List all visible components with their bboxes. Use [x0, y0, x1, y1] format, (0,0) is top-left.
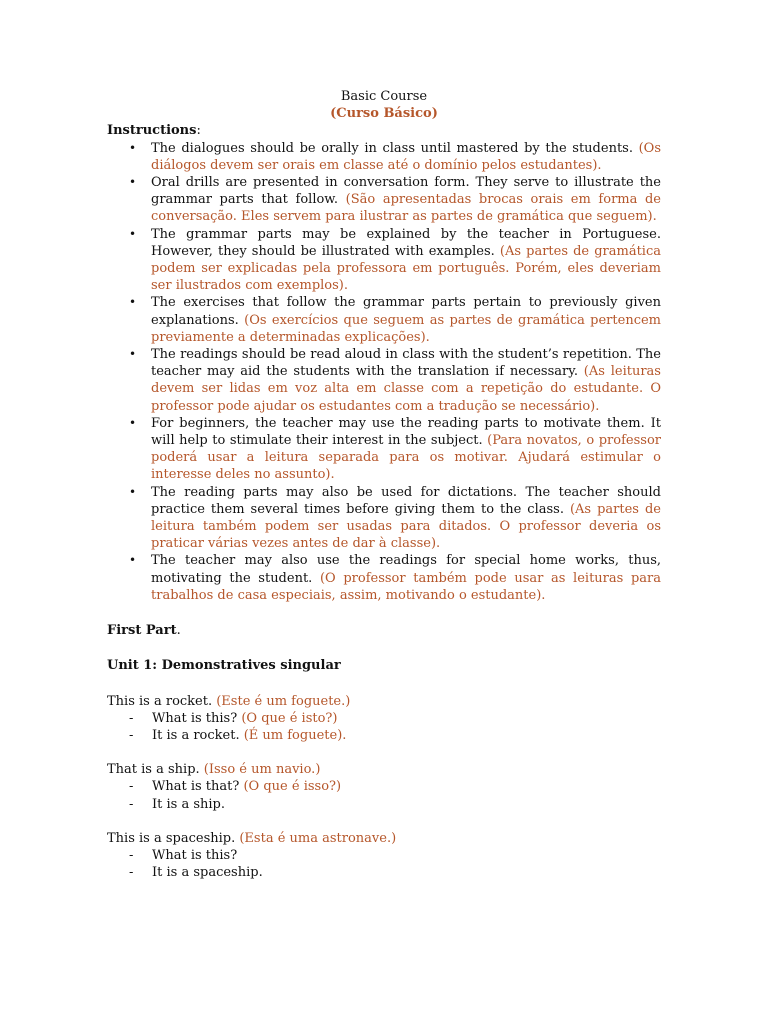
- line-en: What is this?: [152, 847, 238, 863]
- instruction-en: The teacher may also use the readings for special home works, thus, motivating the student.: [151, 553, 661, 586]
- first-part-heading: [107, 622, 661, 639]
- instructions-colon: :: [196, 123, 201, 139]
- instruction-en: The dialogues should be orally in class until mastered by the students.: [151, 140, 639, 156]
- dash-icon: -: [129, 710, 134, 726]
- instruction-en: Oral drills are presented in conversation form. They serve to illustrate the grammar parts that follow.: [151, 175, 661, 208]
- bullet-icon: •: [129, 226, 137, 241]
- example-block: [107, 830, 661, 882]
- bullet-icon: •: [129, 175, 137, 190]
- list-item: [107, 864, 661, 881]
- sentence-pt: (Isso é um navio.): [203, 762, 321, 778]
- instruction-pt: (Os exercícios que seguem as partes de gramática pertencem previamente a determinadas explicações).: [151, 312, 661, 345]
- example-lines: [107, 778, 661, 812]
- dash-icon: -: [129, 865, 134, 881]
- line-en: It is a rocket.: [152, 727, 244, 743]
- dash-icon: -: [129, 727, 134, 743]
- list-item: [107, 727, 661, 744]
- course-title: Basic Course: [340, 89, 428, 104]
- example-block: [107, 761, 661, 813]
- sentence-pt: (Esta é uma astronave.): [239, 830, 397, 846]
- sentence-en: This is a rocket.: [107, 693, 217, 709]
- bullet-icon: •: [129, 553, 137, 568]
- example-sentence: [107, 693, 661, 710]
- list-item: [107, 552, 661, 604]
- list-item: [107, 415, 661, 484]
- example-lines: [107, 847, 661, 881]
- document-page: [107, 88, 661, 881]
- instruction-en: The exercises that follow the grammar parts pertain to previously given explanations.: [151, 295, 661, 328]
- list-item: [107, 226, 661, 295]
- list-item: [107, 294, 661, 346]
- bullet-icon: •: [129, 347, 137, 362]
- sentence-pt: (Este é um foguete.): [216, 693, 351, 709]
- instruction-pt: (Os diálogos devem ser orais em classe até o domínio pelos estudantes).: [151, 140, 661, 173]
- list-item: [107, 174, 661, 226]
- instructions-heading-text: Instructions: [107, 123, 197, 139]
- first-part-dot: .: [176, 623, 181, 639]
- instruction-en: The reading parts may also be used for dictations. The teacher should practice them several times before giving them to the class.: [151, 484, 661, 517]
- instruction-en: The readings should be read aloud in class with the student’s repetition. The teacher may aid the students with the translation if necessary.: [151, 347, 661, 380]
- list-item: [107, 796, 661, 813]
- instructions-list: [107, 140, 661, 604]
- bullet-icon: •: [129, 140, 137, 155]
- instructions-heading: [107, 122, 661, 139]
- bullet-icon: •: [129, 295, 137, 310]
- list-item: [107, 346, 661, 415]
- list-item: [107, 710, 661, 727]
- dash-icon: -: [129, 847, 134, 863]
- instruction-pt: (O professor também pode usar as leituras para trabalhos de casa especiais, assim, motivando o estudante).: [151, 570, 661, 603]
- line-en: What is this?: [152, 710, 242, 726]
- line-pt: (O que é isto?): [241, 710, 338, 726]
- bullet-icon: •: [129, 415, 137, 430]
- instruction-pt: (Para novatos, o professor poderá usar a leitura separada para os motivar. Ajudará estimular o interesse deles no assunto).: [151, 433, 661, 483]
- instruction-en: The grammar parts may be explained by the teacher in Portuguese. However, they should be illustrated with examples.: [151, 226, 661, 259]
- sentence-en: That is a ship.: [107, 762, 204, 778]
- instruction-pt: (As leituras devem ser lidas em voz alta em classe com a repetição do estudante. O professor pode ajudar os estudantes com a tradução se necessário).: [151, 364, 661, 414]
- instruction-pt: (As partes de gramática podem ser explicadas pela professora em português. Porém, eles deveriam ser ilustrados com exemplos).: [151, 243, 661, 294]
- dash-icon: -: [129, 779, 134, 795]
- instruction-pt: (São apresentadas brocas orais em forma de conversação. Eles servem para ilustrar as partes de gramática que seguem).: [151, 192, 662, 225]
- example-lines: [107, 710, 661, 744]
- list-item: [107, 778, 661, 795]
- bullet-icon: •: [129, 484, 137, 499]
- line-en: It is a spaceship.: [152, 865, 263, 881]
- first-part-text: First Part: [107, 623, 177, 639]
- instruction-en: For beginners, the teacher may use the reading parts to motivate them. It will help to stimulate their interest in the subject.: [151, 415, 661, 449]
- dash-icon: -: [129, 796, 134, 812]
- line-en: What is that?: [152, 779, 244, 795]
- list-item: [107, 140, 661, 174]
- line-en: It is a ship.: [152, 796, 225, 812]
- example-sentence: [107, 761, 661, 778]
- unit-heading: Unit 1: Demonstratives singular: [107, 658, 341, 674]
- course-subtitle: (Curso Básico): [330, 106, 438, 122]
- list-item: [107, 484, 661, 553]
- line-pt: (É um foguete).: [243, 727, 347, 743]
- example-sentence: [107, 830, 661, 847]
- sentence-en: This is a spaceship.: [107, 830, 240, 846]
- example-block: [107, 693, 661, 745]
- line-pt: (O que é isso?): [243, 779, 342, 795]
- list-item: [107, 847, 661, 864]
- instruction-pt: (As partes de leitura também podem ser usadas para ditados. O professor deveria os praticar várias vezes antes de dar à classe).: [151, 501, 661, 552]
